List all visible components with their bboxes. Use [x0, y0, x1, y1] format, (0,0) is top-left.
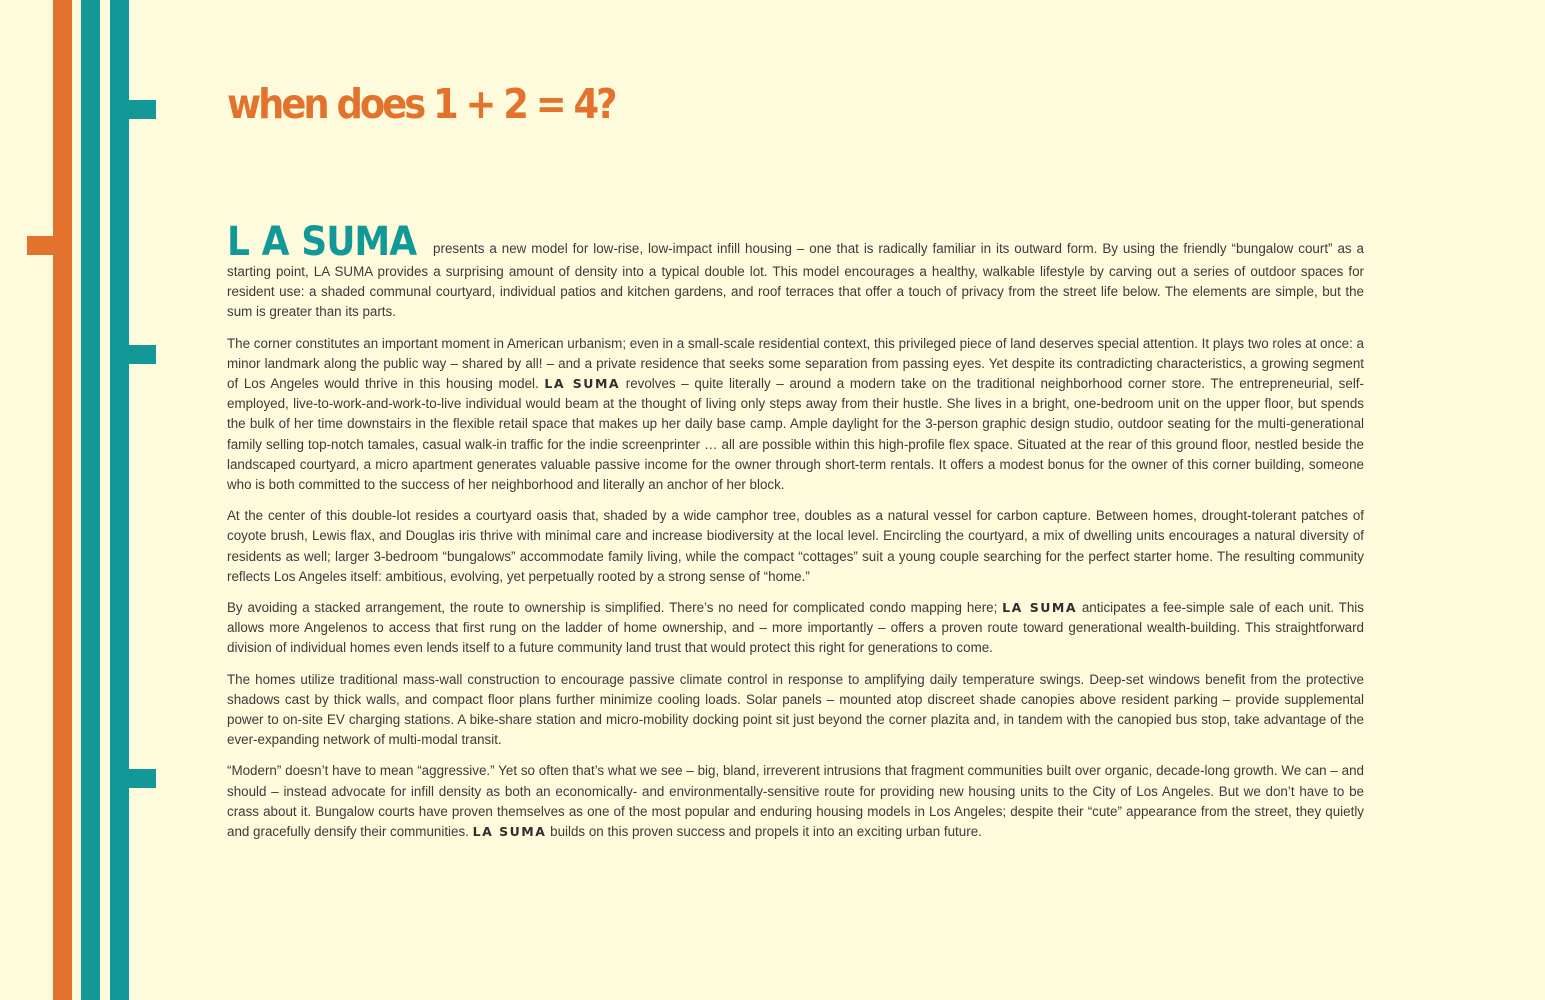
paragraph-courtyard-text: At the center of this double-lot resides a courtyard oasis that, shaded by a wide camphor tree, doubles as a natural vessel for carbon capture. Between homes, drought-tolerant patches of coyote brush, Lewis flax, and Douglas iris thrive with minimal care and increase biodiversity at the local level. Encircling the courtyard, a mix of dwelling units encourages a natural diversity of residents as well; larger 3-bedroom “bungalows” accommodate family living, while the compact “cottages” suit a young couple searching for the perfect starter home. The resulting community reflects Los Angeles itself: ambitious, evolving, yet perpetually rooted by a strong sense of “home.”	[227, 508, 1364, 584]
paragraph-construction-text: The homes utilize traditional mass-wall construction to encourage passive climate control in response to amplifying daily temperature swings. Deep-set windows benefit from the protective shadows cast by thick walls, and compact floor plans further minimize cooling loads. Solar panels – mounted atop discreet shade canopies above resident parking – provide supplemental power to on-site EV charging stations. A bike-share station and micro-mobility docking point sit just beyond the corner plazita and, in tandem with the canopied bus stop, take advantage of the ever-expanding network of multi-modal transit.	[227, 671, 1364, 748]
brand-inline: LA SUMA	[544, 376, 621, 392]
headline: when does 1 + 2 = 4?	[227, 80, 615, 128]
orange-stripe	[53, 0, 72, 1000]
paragraph-ownership-text-a: By avoiding a stacked arrangement, the route to ownership is simplified. There’s no need for complicated condo mapping here;	[227, 600, 998, 616]
body-text	[227, 219, 1364, 853]
paragraph-corner-text-b: revolves – quite literally – around a modern take on the traditional neighborhood corner store. The entrepreneurial, self-employed, live-to-work-and-work-to-live individual would beam at the thought of living only steps away from their hustle. She lives in a bright, one-bedroom unit on the upper floor, but spends the bulk of her time downstairs in the flexible retail space that makes up her daily base camp. Ample daylight for the 3-person graphic design studio, outdoor seating for the multi-generational family selling top-notch tamales, casual walk-in traffic for the indie screenprinter … all are possible within this high-profile flex space. Situated at the rear of this ground floor, nestled beside the landscaped courtyard, a micro apartment generates valuable passive income for the owner through short-term rentals. It offers a modest bonus for the owner of this corner building, someone who is both committed to the success of her neighborhood and literally an anchor of her block.	[227, 376, 1364, 493]
paragraph-modern-text-a: “Modern” doesn’t have to mean “aggressive.” Yet so often that’s what we see – big, bland, irreverent intrusions that fragment communities built over organic, decade-long growth. We can – and should – instead advocate for infill density as both an economically- and environmentally-sensitive route for providing new housing units to the City of Los Angeles. But we don’t have to be crass about it. Bungalow courts have proven themselves as one of the most popular and enduring housing models in Los Angeles; despite their “cute” appearance from the street, they quietly and gracefully densify their communities.	[227, 763, 1364, 840]
paragraph-intro-text: presents a new model for low-rise, low-impact infill housing – one that is radically familiar in its outward form. By using the friendly “bungalow court” as a starting point, LA SUMA provides a surprising amount of density into a typical double lot. This model encourages a healthy, walkable lifestyle by carving out a series of outdoor spaces for resident use: a shaded communal courtyard, individual patios and kitchen gardens, and roof terraces that offer a touch of privacy from the street life below. The elements are simple, but the sum is greater than its parts.	[227, 241, 1364, 320]
paragraph-ownership-text-b: anticipates a fee-simple sale of each unit. This allows more Angelenos to access that first rung on the ladder of home ownership, and – more importantly – offers a proven route toward generational wealth-building. This straightforward division of individual homes even lends itself to a future community land trust that would protect this right for generations to come.	[227, 600, 1364, 656]
teal-stripe-outer	[110, 0, 129, 1000]
paragraph-modern	[227, 761, 1364, 842]
teal-stripe-inner	[81, 0, 100, 1000]
teal-stripe-tick-middle	[110, 345, 156, 364]
teal-stripe-tick-top	[110, 100, 156, 119]
brand-title-large: L A SUMA	[227, 219, 417, 265]
paragraph-corner-text-a: The corner constitutes an important moment in American urbanism; even in a small-scale residential context, this privileged piece of land deserves special attention. It plays two roles at once: a minor landmark along the public way – shared by all! – and a private residence that seeks some separation from passing eyes. Yet despite its contradicting characteristics, a growing segment of Los Angeles would thrive in this housing model.	[227, 335, 1364, 392]
paragraph-modern-text-b: builds on this proven success and propels it into an exciting urban future.	[550, 824, 982, 840]
paragraph-construction	[227, 670, 1364, 751]
brand-inline: LA SUMA	[1002, 600, 1078, 616]
paragraph-intro	[227, 219, 1364, 323]
brand-inline: LA SUMA	[472, 824, 547, 840]
paragraph-courtyard	[227, 506, 1364, 587]
paragraph-ownership	[227, 598, 1364, 659]
paragraph-corner	[227, 334, 1364, 496]
teal-stripe-tick-bottom	[110, 769, 156, 788]
orange-stripe-tick	[27, 236, 72, 255]
